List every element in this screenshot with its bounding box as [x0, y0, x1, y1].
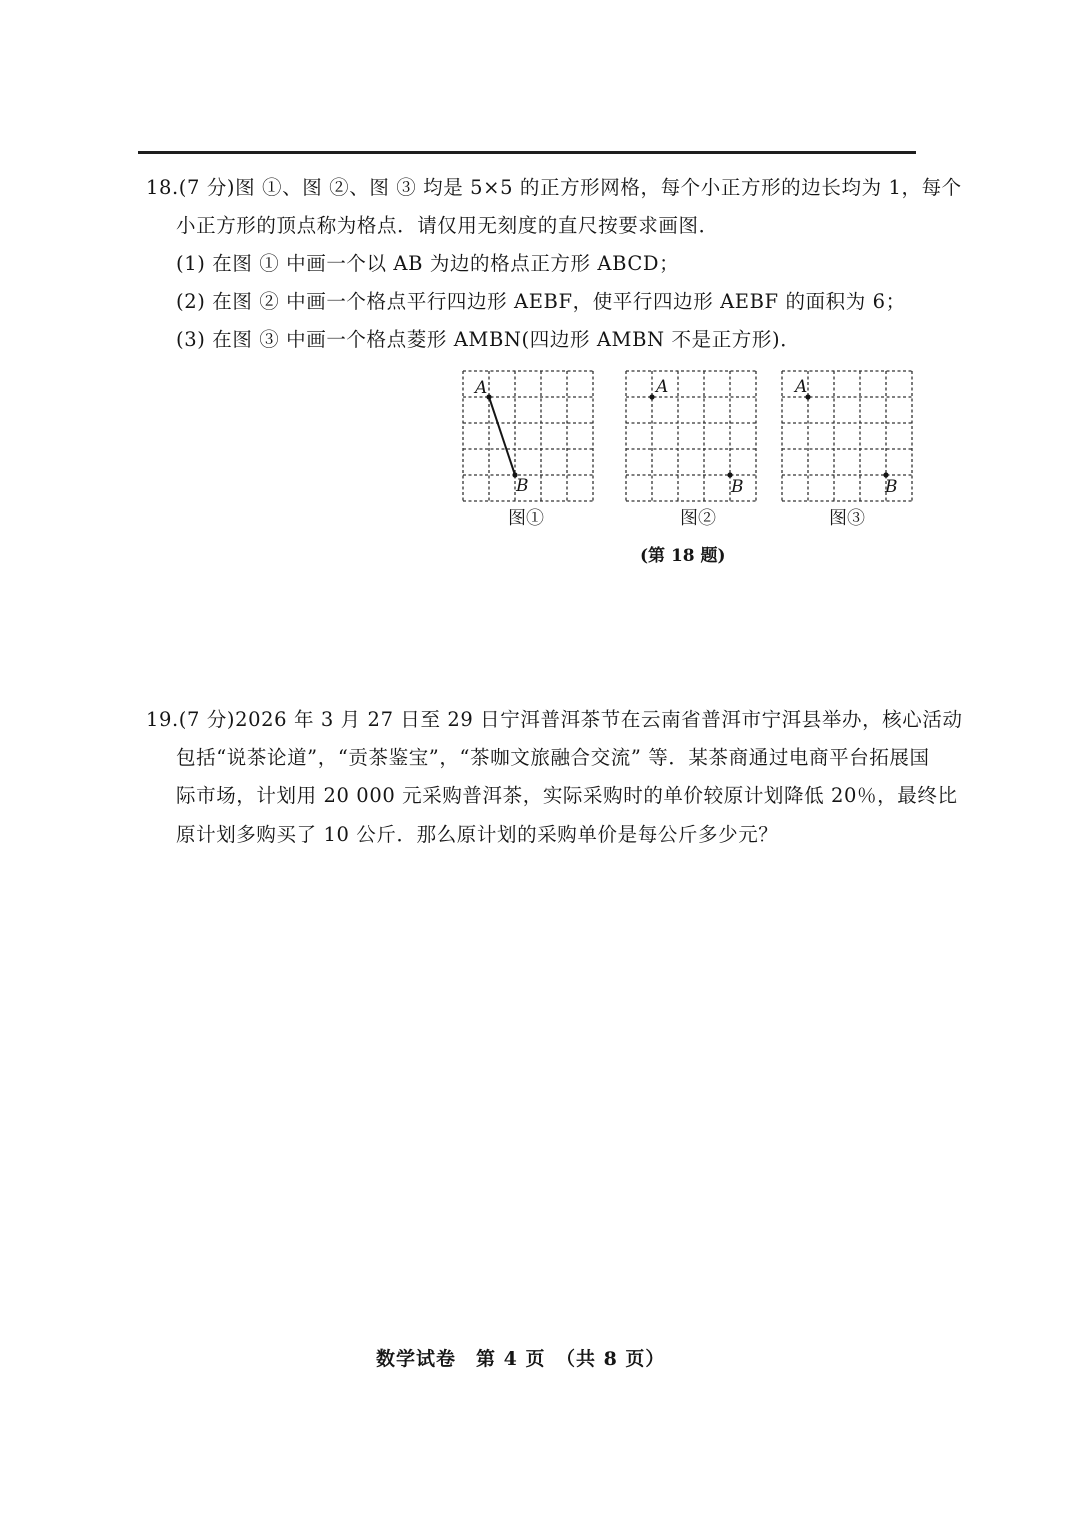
page-footer: 数学试卷 第 4 页 （共 8 页） — [376, 1348, 666, 1370]
q18-stem-line1: 18.(7 分)图 ①、图 ②、图 ③ 均是 5×5 的正方形网格，每个小正方形的边长均为 1，每个 — [146, 176, 962, 199]
point-a — [649, 394, 654, 399]
label-a: A — [795, 377, 808, 397]
figure-2-caption: 图② — [680, 508, 716, 529]
q18-stem-line2: 小正方形的顶点称为格点．请仅用无刻度的直尺按要求画图． — [176, 214, 719, 237]
grid-figure-3-svg — [782, 371, 912, 501]
label-a: A — [656, 377, 669, 397]
q19-line3: 际市场，计划用 20 000 元采购普洱茶，实际采购时的单价较原计划降低 20％，最终比 — [176, 784, 958, 807]
q18-part2: (2) 在图 ② 中画一个格点平行四边形 AEBF，使平行四边形 AEBF 的面积为 6； — [176, 290, 906, 313]
grid-figure-2 — [626, 371, 756, 501]
header-rule — [138, 151, 916, 154]
segment-ab — [489, 397, 515, 475]
q19-line1: 19.(7 分)2026 年 3 月 27 日至 29 日宁洱普洱茶节在云南省普洱市宁洱县举办，核心活动 — [146, 708, 963, 731]
label-a: A — [475, 378, 488, 398]
figure-1-caption: 图① — [508, 508, 544, 529]
grid-figure-3 — [782, 371, 912, 501]
q19-line4: 原计划多购买了 10 公斤．那么原计划的采购单价是每公斤多少元？ — [176, 823, 779, 846]
figure-3-caption: 图③ — [829, 508, 865, 529]
label-b: B — [885, 477, 898, 497]
q19-line2: 包括“说茶论道”，“贡茶鉴宝”，“茶咖文旅融合交流” 等．某茶商通过电商平台拓展国 — [176, 746, 930, 769]
label-b: B — [731, 477, 744, 497]
label-b: B — [516, 476, 529, 496]
q18-figure-caption: (第 18 题) — [640, 546, 726, 566]
q18-part1: (1) 在图 ① 中画一个以 AB 为边的格点正方形 ABCD； — [176, 252, 680, 275]
q18-part3: (3) 在图 ③ 中画一个格点菱形 AMBN(四边形 AMBN 不是正方形)． — [176, 328, 801, 351]
grid-figure-1-svg — [463, 371, 593, 501]
grid-figure-1 — [463, 371, 593, 501]
grid-figure-2-svg — [626, 371, 756, 501]
